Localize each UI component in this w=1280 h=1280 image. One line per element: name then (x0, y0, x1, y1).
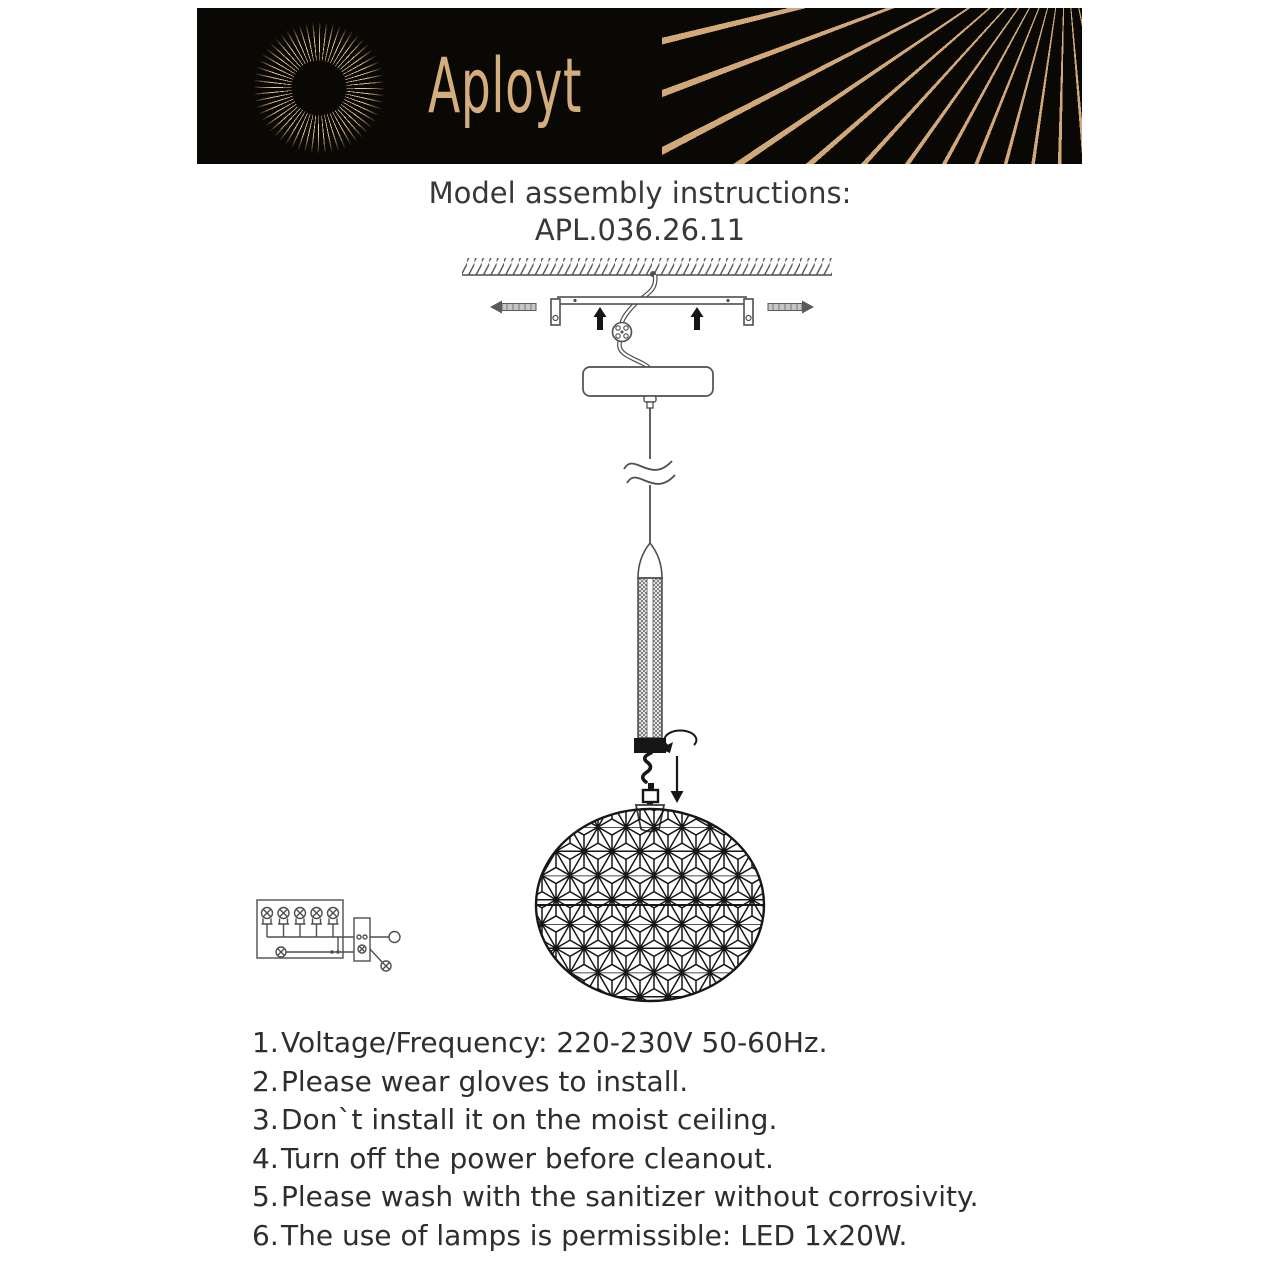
brand-header (197, 8, 1082, 164)
instruction-text: Voltage/Frequency: 220-230V 50-60Hz. (281, 1026, 828, 1059)
decorative-rod (634, 543, 666, 753)
screw-icon (594, 307, 704, 330)
wiring-schematic (250, 885, 425, 995)
instruction-item (252, 1101, 1062, 1140)
model-number: APL.036.26.11 (534, 213, 746, 247)
wire-connector (613, 323, 632, 342)
instruction-text: Please wear gloves to install. (281, 1064, 689, 1098)
instruction-item (252, 1063, 1062, 1102)
instruction-list (252, 1024, 1062, 1255)
lamp-symbol (311, 908, 322, 938)
down-arrow-icon (671, 756, 684, 803)
instruction-item (252, 1217, 1062, 1256)
lamp-symbol (278, 908, 289, 938)
instruction-item (252, 1024, 1062, 1063)
lamp-symbol (328, 908, 339, 938)
brand-name: Aployt (428, 41, 583, 130)
assembly-diagram (430, 245, 870, 1025)
instruction-number: 3. (252, 1103, 279, 1136)
instruction-number: 6. (252, 1218, 279, 1252)
crystal-sphere-shade (530, 803, 770, 1009)
instruction-number: 5. (252, 1180, 279, 1213)
instruction-item (252, 1178, 1062, 1217)
starburst-eclipse-icon (243, 12, 395, 164)
ray-fan-decoration (662, 8, 1082, 164)
screw-icon (490, 301, 536, 314)
instruction-text: The use of lamps is permissible: LED 1x20W. (281, 1218, 908, 1252)
canopy (583, 367, 713, 408)
instruction-text: Turn off the power before cleanout. (281, 1141, 774, 1175)
cord-break-symbol (624, 461, 675, 484)
instruction-text: Don`t install it on the moist ceiling. (281, 1103, 778, 1136)
instruction-text: Please wash with the sanitizer without corrosivity. (281, 1180, 979, 1213)
screw-icon (768, 301, 814, 314)
lamp-symbol (262, 908, 273, 938)
page-title: Model assembly instructions: (428, 176, 852, 210)
hook-link (643, 753, 651, 782)
ceiling-hatch (462, 258, 832, 277)
instruction-number: 1. (252, 1026, 279, 1059)
title-block (0, 175, 1280, 248)
instruction-number: 4. (252, 1141, 279, 1175)
quick-connector (643, 783, 658, 806)
rotation-arrow-icon (660, 730, 696, 753)
mounting-bracket (551, 297, 753, 325)
instruction-item (252, 1140, 1062, 1179)
lamp-symbol (295, 908, 306, 938)
instruction-number: 2. (252, 1064, 279, 1098)
